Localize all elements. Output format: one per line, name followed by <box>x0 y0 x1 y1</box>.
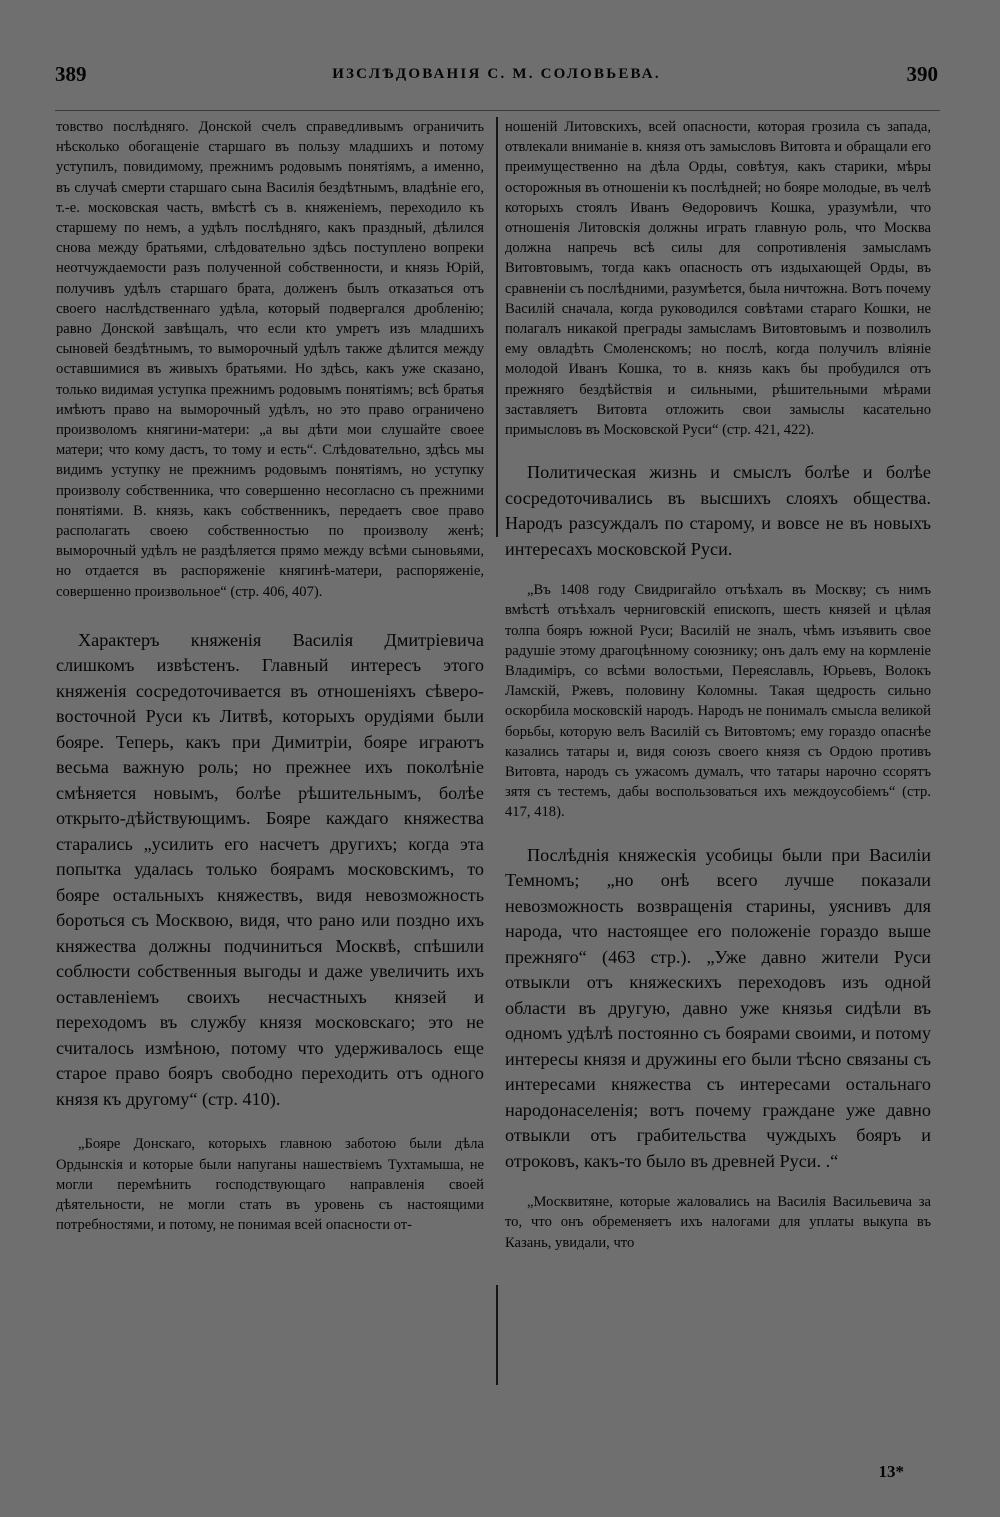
right-paragraph-vasily: Послѣднія княжескія усобицы были при Василіи Темномъ; „но онѣ всего лучше показали невозможность возвращенія старины, уяснивъ для народа, что настоящее его положеніе гораздо выше прежняго“ (463 стр.). „Уже давно жители Руси отвыкли отъ княжескихъ переходовъ изъ одной области въ другую, давно уже князья сидѣли въ одномъ удѣлѣ постоянно съ боярами своими, и потому интересы князя и дружины его были тѣсно связаны съ интересами княжества съ интересами остальнаго народонаселенія; вотъ почему граждане уже давно отвыкли отъ грабительства чуждыхъ бояръ и отроковъ, какъ-то было въ древней Руси. .“ <box>505 844 931 1171</box>
right-quote-svidrigailo: „Въ 1408 году Свидригайло отъѣхалъ въ Москву; съ нимъ вмѣстѣ отъѣхалъ черниговскій епископъ, шесть князей и цѣлая толпа бояръ южной Руси; Василій не зналъ, чѣмъ изъявить свое радушіе этому драгоцѣнному союзнику; онъ далъ ему на кормленіе Владиміръ, со всѣми волостьми, Переяславль, Юрьевъ, Волокъ Ламскій, Ржевъ, половину Коломны. Такая щедрость сильно оскорбила московскій народъ. Народъ не понималъ смысла великой борьбы, которую велъ Василій съ Витовтомъ; ему гораздо опаснѣе казались татары и, видя союзъ своего князя съ Ордою противъ Витовта, народъ съ ужасомъ думалъ, что татары нарочно ссорятъ зятя съ тестемъ, дабы воспользоваться ихъ междоусобіемъ“ (стр. 417, 418). <box>505 582 931 821</box>
right-column <box>505 117 931 1253</box>
left-paragraph: Характеръ княженія Василія Дмитріевича слишкомъ извѣстенъ. Главный интересъ этого княженія сосредоточивается въ отношеніяхъ сѣверо-восточной Руси къ Литвѣ, которыхъ орудіями были бояре. Теперь, какъ при Димитріи, бояре играютъ весьма важную роль; но прежнее ихъ поколѣніе смѣняется новымъ, болѣе рѣшительнымъ, болѣе открыто-дѣйствующимъ. Бояре каждаго княжества старались „усилить его насчетъ другихъ; когда эта попытка удалась только боярамъ московскимъ, то бояре остальныхъ княжествъ, видя невозможность бороться съ Москвою, видя, что рано или поздно ихъ княжества должны подчиниться Москвѣ, спѣшили соблюсти собственныя выгоды и даже увеличить ихъ оставленіемъ своихъ несчастныхъ князей и переходомъ въ службу князя московскаго; это не считалось измѣною, потому что удерживалось еще старое право бояръ свободно переходить отъ одного князя къ другому“ (стр. 410). <box>56 629 484 1109</box>
left-quote: „Бояре Донскаго, которыхъ главною заботою были дѣла Ордынскія и которые были напуганы нашествіемъ Тухтамыша, не могли перемѣнить господствующаго направленія своей дѣятельности, не могли стать въ уровень съ настоящими потребностями, и потому, не понимая всей опасности от- <box>56 1136 484 1234</box>
column-divider-bottom <box>496 1285 498 1385</box>
page-number-right: 390 <box>906 62 938 86</box>
right-quote-continuation: ношеній Литовскихъ, всей опасности, которая грозила съ запада, отвлекали вниманіе в. князя отъ замысловъ Витовта и обращали его преимущественно на дѣла Орды, совѣтуя, какъ старики, мѣры осторожныя въ отношеніи къ послѣдней; но бояре молодые, въ челѣ которыхъ стоялъ Иванъ Ѳедоровичъ Кошка, уразумѣли, что отношенія Литовскія должны играть главную роль, что Москва должна напречь всѣ силы для сопротивленія замысламъ Витовтовымъ, тогда какъ опасность отъ издыхающей Орды, въ сравненіи съ послѣдними, разумѣется, была ничтожна. Вотъ почему Василій сначала, когда руководился совѣтами стараго Кошки, не полагалъ никакой преграды замысламъ Витовтовымъ и позволилъ ему овладѣть Смоленскомъ; но послѣ, когда получилъ вліяніе молодой Иванъ Кошка, то в. князь какъ бы пробудился отъ прежняго бездѣйствія и сильными, рѣшительными мѣрами заставляетъ Витовта отложить свои замыслы касательно примысловъ въ Московской Руси“ (стр. 421, 422). <box>505 119 931 439</box>
column-divider-top <box>496 117 498 537</box>
header-rule <box>55 110 940 111</box>
signature-mark: 13* <box>878 1462 904 1481</box>
right-quote-muscovites: „Москвитяне, которые жаловались на Василія Васильевича за то, что онъ обременяетъ ихъ налогами для уплаты выкупа въ Казань, увидали, что <box>505 1194 931 1251</box>
left-column <box>56 117 484 1235</box>
page-number-left: 389 <box>55 62 87 86</box>
running-title: ИЗСЛѢДОВАНІЯ С. М. СОЛОВЬЕВА. <box>332 66 661 82</box>
page-header <box>55 62 938 92</box>
left-quote-continuation: товство послѣдняго. Донской счелъ справедливымъ ограничить нѣсколько обогащеніе старшаго въ пользу младшихъ и потому уступилъ, повидимому, прежнимъ родовымъ понятіямъ, а именно, въ случаѣ смерти старшаго сына Василія бездѣтнымъ, владѣніе его, т.-е. московская часть, вмѣстѣ съ в. княженіемъ, переходило къ старшему по немъ, а удѣлъ послѣдняго, какъ праздный, дѣлился снова между братьями, слѣдовательно здѣсь поступлено вопреки неотчуждаемости разъ полученной собственности, и князь Юрій, получивъ удѣлъ старшаго брата, долженъ былъ отказаться отъ своего наслѣдственнаго удѣла, который подвергался дробленію; равно Донской завѣщалъ, что если кто умретъ изъ младшихъ сыновей бездѣтнымъ, то выморочный удѣлъ также дѣлится между оставшимися въ живыхъ братьями. Но здѣсь, какъ уже сказано, только видимая уступка прежнимъ родовымъ понятіямъ; всѣ братья имѣютъ право на выморочный удѣлъ, но это право ограничено произволомъ княгини-матери: „а вы дѣти мои слушайте своее матери; что кому дастъ, то тому и есть“. Слѣдовательно, здѣсь мы видимъ уступку не прежнимъ родовымъ понятіямъ, но уступку произволу собственника, что совершенно несогласно съ прежними понятіями. В. князь, какъ собственникъ, передаетъ свое право располагать своею собственностью по произволу женѣ; выморочный удѣлъ не раздѣляется прямо между всѣми сыновьями, но отдается въ распоряженіе княгинѣ-матери, распоряженіе, совершенно произвольное“ (стр. 406, 407). <box>56 119 484 600</box>
right-paragraph-politics: Политическая жизнь и смыслъ болѣе и болѣе сосредоточивались въ высшихъ слояхъ общества. Народъ разсуждалъ по старому, и вовсе не въ новыхъ интересахъ московской Руси. <box>505 462 931 559</box>
